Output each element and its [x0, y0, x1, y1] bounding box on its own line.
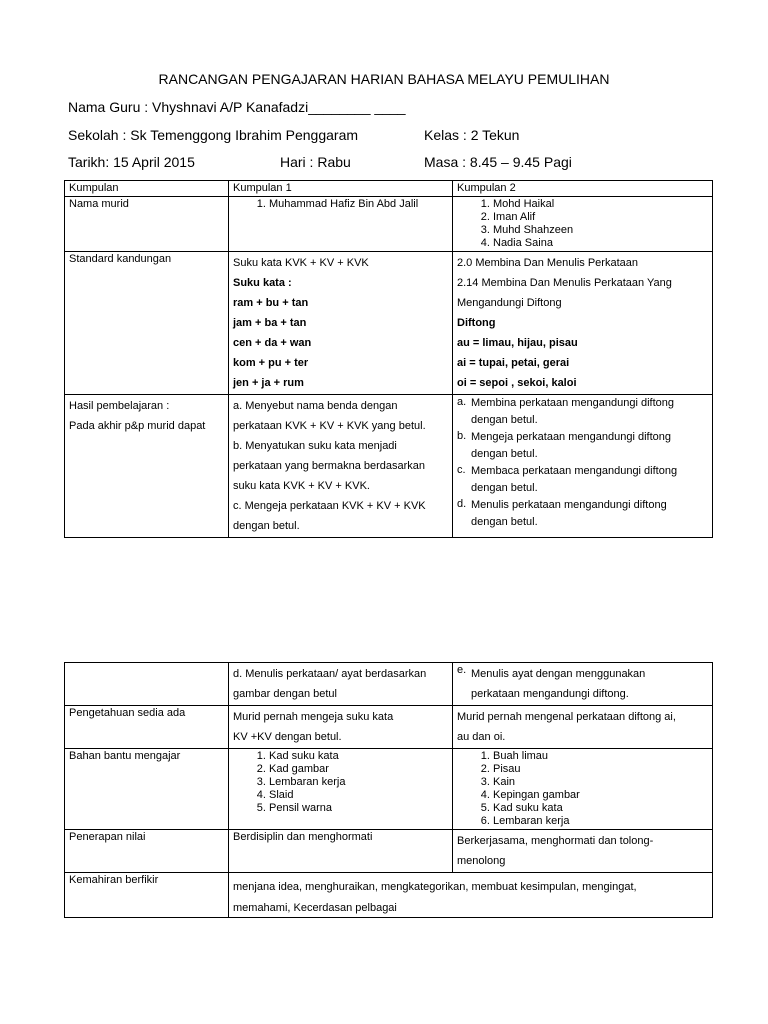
text-line: au = limau, hijau, pisau	[457, 337, 578, 349]
list-item: 6. Lembaran kerja	[493, 815, 708, 828]
cell-k2	[453, 197, 713, 252]
header-cell: Kumpulan	[65, 181, 229, 197]
list-marker: e.	[457, 664, 467, 676]
list-item: 1. Mohd Haikal	[493, 198, 708, 211]
list-item	[457, 430, 708, 464]
text-line: oi = sepoi , sekoi, kaloi	[457, 377, 577, 389]
table-row-continued	[65, 663, 713, 706]
text-line: memahami, Kecerdasan pelbagai	[233, 902, 397, 914]
cell-k1: Berdisiplin dan menghormati	[229, 830, 453, 873]
table-row-nama-murid	[65, 197, 713, 252]
row-label	[65, 663, 229, 706]
text-line: Mengandungi Diftong	[457, 297, 562, 309]
table-row-bahan	[65, 749, 713, 830]
row-label: Kemahiran berfikir	[65, 873, 229, 918]
school-name: Sekolah : Sk Temenggong Ibrahim Penggaram	[68, 127, 359, 143]
text-line: kom + pu + ter	[233, 357, 309, 369]
text-line: cen + da + wan	[233, 337, 312, 349]
header-cell: Kumpulan 1	[229, 181, 453, 197]
text-line: menjana idea, menghuraikan, mengkategorikan, membuat kesimpulan, mengingat,	[233, 881, 637, 893]
cell-k2	[453, 706, 713, 749]
list-item: 5. Pensil warna	[269, 802, 448, 815]
list-item: 2. Kad gambar	[269, 763, 448, 776]
cell-k1	[229, 663, 453, 706]
list-marker: d.	[457, 498, 467, 510]
cell-k2	[453, 830, 713, 873]
table-row-nilai	[65, 830, 713, 873]
text-line: Murid pernah mengenal perkataan diftong ai,	[457, 711, 676, 723]
list-item: 4. Kepingan gambar	[493, 789, 708, 802]
text-line: 2.0 Membina Dan Menulis Perkataan	[457, 257, 638, 269]
list-marker: a.	[457, 396, 467, 408]
text-line: perkataan mengandungi diftong.	[471, 688, 629, 700]
table-row-hasil	[65, 395, 713, 538]
list-item: 1. Kad suku kata	[269, 750, 448, 763]
list-item: 2. Pisau	[493, 763, 708, 776]
row-label: Standard kandungan	[65, 252, 229, 395]
text-line: Membaca perkataan mengandungi diftong	[471, 465, 678, 477]
text-line: Diftong	[457, 317, 496, 329]
list-item: 4. Nadia Saina	[493, 237, 708, 250]
row-label	[65, 395, 229, 538]
teacher-name: Nama Guru : Vhyshnavi A/P Kanafadzi________ ____	[68, 99, 406, 115]
list-item	[457, 664, 708, 704]
list-item: 2. Iman Alif	[493, 211, 708, 224]
text-line: Berkerjasama, menghormati dan tolong-	[457, 835, 654, 847]
row-label: Nama murid	[65, 197, 229, 252]
list-item: 3. Kain	[493, 776, 708, 789]
page-title: RANCANGAN PENGAJARAN HARIAN BAHASA MELAYU PEMULIHAN	[158, 71, 610, 87]
text-line: perkataan KVK + KV + KVK yang betul.	[233, 420, 426, 432]
row-label: Pengetahuan sedia ada	[65, 706, 229, 749]
list-item: 5. Kad suku kata	[493, 802, 708, 815]
text-line: jam + ba + tan	[233, 317, 307, 329]
list-marker: b.	[457, 430, 467, 442]
text-line: jen + ja + rum	[233, 377, 304, 389]
row-label: Penerapan nilai	[65, 830, 229, 873]
list-item	[457, 498, 708, 532]
text-line: dengan betul.	[471, 482, 538, 494]
table-row-pengetahuan	[65, 706, 713, 749]
text-line: Suku kata KVK + KV + KVK	[233, 257, 369, 269]
text-line: menolong	[457, 855, 506, 867]
cell-k2	[453, 395, 713, 538]
list-item	[457, 396, 708, 430]
row-label: Bahan bantu mengajar	[65, 749, 229, 830]
text-line: b. Menyatukan suku kata menjadi	[233, 440, 397, 452]
cell-k2	[453, 252, 713, 395]
text-line: KV +KV dengan betul.	[233, 731, 342, 743]
text-line: gambar dengan betul	[233, 688, 337, 700]
list-item: 1. Buah limau	[493, 750, 708, 763]
text-line: dengan betul.	[471, 448, 538, 460]
cell-k1-k2	[229, 873, 713, 918]
cell-k1	[229, 395, 453, 538]
text-line: Menulis perkataan mengandungi diftong	[471, 499, 667, 511]
text-line: dengan betul.	[471, 516, 538, 528]
cell-k2	[453, 663, 713, 706]
text-line: dengan betul.	[233, 520, 300, 532]
text-line: suku kata KVK + KV + KVK.	[233, 480, 370, 492]
table-row-standard	[65, 252, 713, 395]
header-cell: Kumpulan 2	[453, 181, 713, 197]
class-name: Kelas : 2 Tekun	[424, 127, 520, 143]
text-line: Suku kata :	[233, 277, 292, 289]
day: Hari : Rabu	[280, 154, 351, 170]
list-item	[457, 464, 708, 498]
text-line: 2.14 Membina Dan Menulis Perkataan Yang	[457, 277, 672, 289]
text-line: dengan betul.	[471, 414, 538, 426]
cell-k2	[453, 749, 713, 830]
list-marker: c.	[457, 464, 466, 476]
cell-k1	[229, 197, 453, 252]
text-line: Menulis ayat dengan menggunakan	[471, 668, 646, 680]
lesson-table-2	[64, 662, 713, 918]
list-item: 3. Lembaran kerja	[269, 776, 448, 789]
text-line: Membina perkataan mengandungi diftong	[471, 397, 675, 409]
table-header-row	[65, 181, 713, 197]
lesson-table-1	[64, 180, 713, 538]
text-line: ram + bu + tan	[233, 297, 309, 309]
table-row-kemahiran	[65, 873, 713, 918]
list-item: 1. Muhammad Hafiz Bin Abd Jalil	[269, 198, 448, 211]
time: Masa : 8.45 – 9.45 Pagi	[424, 154, 572, 170]
text-line: Murid pernah mengeja suku kata	[233, 711, 394, 723]
text-line: perkataan yang bermakna berdasarkan	[233, 460, 426, 472]
cell-k1	[229, 706, 453, 749]
list-item: 4. Slaid	[269, 789, 448, 802]
text-line: au dan oi.	[457, 731, 506, 743]
cell-k1	[229, 252, 453, 395]
cell-k1	[229, 749, 453, 830]
text-line: d. Menulis perkataan/ ayat berdasarkan	[233, 668, 427, 680]
list-item: 3. Muhd Shahzeen	[493, 224, 708, 237]
text-line: c. Mengeja perkataan KVK + KV + KVK	[233, 500, 426, 512]
text-line: Pada akhir p&p murid dapat	[69, 420, 206, 432]
text-line: Hasil pembelajaran :	[69, 400, 170, 412]
text-line: Mengeja perkataan mengandungi diftong	[471, 431, 671, 443]
text-line: ai = tupai, petai, gerai	[457, 357, 570, 369]
date: Tarikh: 15 April 2015	[68, 154, 195, 170]
text-line: a. Menyebut nama benda dengan	[233, 400, 398, 412]
